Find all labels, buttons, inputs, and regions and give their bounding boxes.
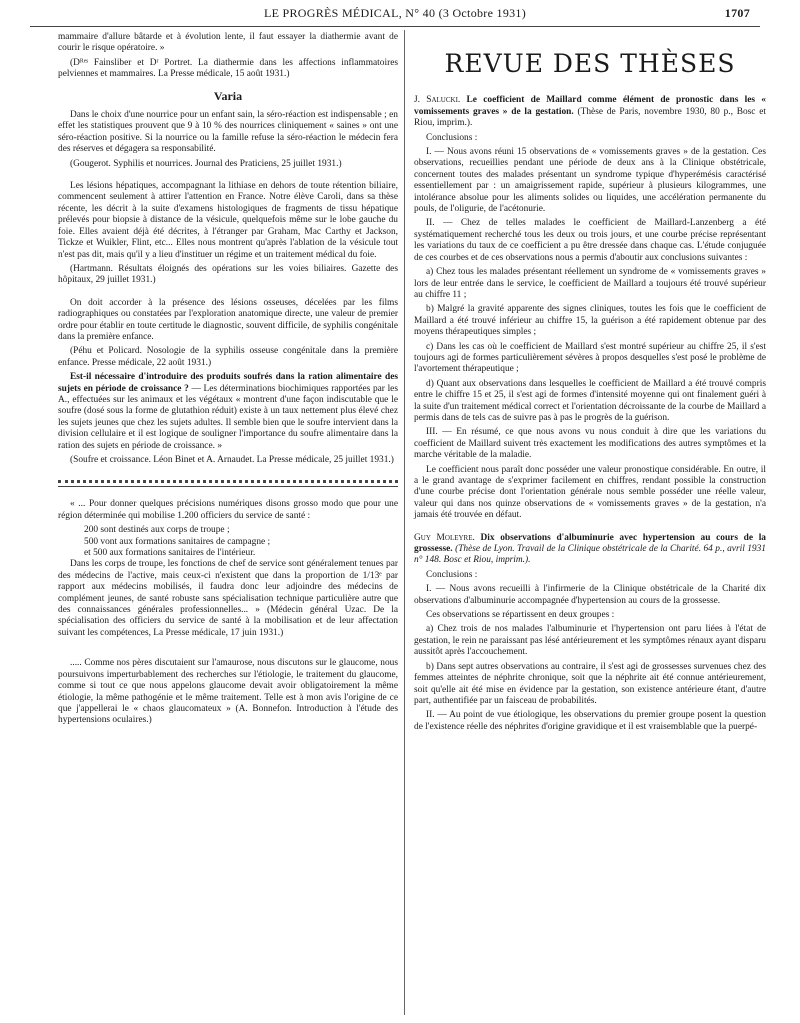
conclusions-label: Conclusions : [426,569,478,580]
thesis-title: Le coefficient de Maillard comme élément de pronostic dans les « vomissements graves » de la gestation. [414,95,766,117]
paragraph-title: Est-il nécessaire d'introduire des produits soufrés dans la ration alimentaire des sujets en période de croissance ? [58,372,398,394]
paragraph: Les lésions hépatiques, accompagnant la lithiase en dehors de toute rétention biliaire, commencent seulement à attirer l'attention en France. Notre élève Caroli, dans sa thèse récente, les décrit à la suite d'examens histologiques de fragments de tissu hépatique prélevés pour biopsie à distance de la vésicule, quelquefois même sur le lobe gauche du foie. Elles avaient déjà été décrites, à l'étranger par Graham, Mac Carthy et Jackson, Tickze et Wuikler, Flint, etc... Elles nous montrent qu'après l'ablation de la vésicule tout n'est pas dit, mais qu'il y a lieu d'instituer un régime et un traitement médical du foie. [58,181,398,260]
journal-title: LE PROGRÈS MÉDICAL, N° 40 (3 Octobre 1931) [263,6,527,20]
column-divider [404,30,405,1015]
paragraph: a) Chez tous les malades présentant réellement un syndrome de « vomissements graves » lors de leur entrée dans le service, le coefficient de Maillard a toujours été trouvé supérieur au chiffre 11 ; [414,267,766,300]
list-item: 500 vont aux formations sanitaires de campagne ; [84,536,271,547]
paragraph: I. — Nous avons réuni 15 observations de « vomissements graves » de la gestation. Ces observations, recueillies pendant une période de deux ans à la Clinique obstétricale, concernent toutes des malades présentant un syndrome typique d'hyperémésis caractérisé essentiellement par : un amaigrissement rapide, supérieur à plusieurs kilogrammes, une intolérance absolue pour les aliments solides ou liquides, une accélération permanente du pouls, de l'oligurie, de l'acétonurie. [414,147,766,215]
section-heading-varia: Varia [213,88,243,103]
citation: (Hartmann. Résultats éloignés des opérations sur les voies biliaires. Gazette des hôpitaux, 29 juillet 1931.) [58,263,398,286]
paragraph: c) Dans les cas où le coefficient de Maillard s'est montré supérieur au chiffre 25, il s'est toujours agi de formes particulièrement sévères à propos desquelles s'est posé le problème de l'avortement thérapeutique ; [414,341,766,375]
thesis-entry [414,95,766,129]
paragraph: ..... Comme nos pères discutaient sur l'amaurose, nous discutons sur le glaucome, nous poursuivons imperturbablement des recherches sur l'étiologie, le traitement du glaucome, comme si tout ce que nous appelons glaucome devait avoir obligatoirement la même étiologie, la même pathogénie et le même traitement. Telle est à mon avis l'origine de ce que j'appellerai le « chaos glaucomateux » (A. Bonnefon. Introduction à l'étude des hypertensions oculaires.) [58,658,398,726]
ornamental-divider [58,480,398,487]
paragraph: Le coefficient nous paraît donc posséder une valeur pronostique considérable. En outre, il a le grand avantage de s'exprimer facilement en chiffres, rendant possible la construction d'une courbe précise dont l'orientation générale nous semble posséder une réelle valeur, valeur qui dans nos quinze observations de « vomissements graves » de la gestation, n'a jamais été trouvée en défaut. [414,464,766,521]
conclusions-label: Conclusions : [426,132,478,143]
quote-paragraph: « ... Pour donner quelques précisions numériques disons grosso modo que pour une région déterminée qui mobilise 1.200 officiers du service de santé : [58,499,398,521]
paragraph: II. — Chez de telles malades le coefficient de Maillard-Lanzenberg a été systématiquement recherché tous les deux ou trois jours, et une courbe précise représentant les variations du taux de ce coefficient a pu être dressée dans chaque cas. L'étude conjuguée de ces courbes et de ces observations nous a permis d'aboutir aux conclusions suivantes : [414,218,766,263]
running-header [40,6,750,24]
paragraph: Ces observations se répartissent en deux groupes : [426,610,615,621]
paragraph: mammaire d'allure bâtarde et à évolution lente, il faut essayer la diathermie avant de courir le risque opératoire. » [58,32,398,54]
paragraph: d) Quant aux observations dans lesquelles le coefficient de Maillard a été trouvé compris entre le chiffre 15 et 25, il s'est agi de formes d'intensité moyenne qui ont finalement guéri à la suite d'un traitement médical correct et l'orientation décroissante de la courbe de Maillard a permis dans de tels cas de suivre pas à pas le progrès de la guérison. [414,378,766,423]
citation: (Dᴿᵉˢ Fainsliber et Dʳ Portret. La diathermie dans les affections inflammatoires pelviennes et mammaires. La Presse médicale, 15 août 1931.) [58,57,398,80]
paragraph: a) Chez trois de nos malades l'albuminurie et l'hypertension ont paru liées à l'état de gestation, le rein ne paraissant pas lésé antérieurement et les symptômes rénaux ayant disparu aussitôt après l'accouchement. [414,624,766,658]
paragraph: Dans le choix d'une nourrice pour un enfant sain, la séro-réaction est indispensable ; en effet les statistiques prouvent que 9 à 10 % des nourrices cliniquement « saines » ont une séro-réaction positive. Si la nourrice ou la famille refuse la séro-réaction le médecin fera des réserves et dégagera sa responsabilité. [58,110,398,155]
list-item: et 500 aux formations sanitaires de l'intérieur. [84,548,256,559]
list-item: 200 sont destinés aux corps de troupe ; [84,525,230,536]
section-title-revue-des-theses: REVUE DES THÈSES [444,49,736,78]
citation: (Péhu et Policard. Nosologie de la syphilis osseuse congénitale dans la première enfance. Presse médicale, 22 août 1931.) [58,346,398,368]
paragraph: Dans les corps de troupe, les fonctions de chef de service sont généralement tenues par des médecins de l'active, mais ceux-ci n'existent que dans la proportion de 1/13ᵉ par rapport aux médecins mobilisés, il faudra donc leur adjoindre des médecins de complément jeunes, de santé robuste sans spécialisation technique particulière autre que des connaissances générales professionnelles... » (Médecin général Uzac. De la spécialisation des officiers du service de santé à la mobilisation et de leur affectation suivant les compétences, La Presse médicale, 17 juin 1931.) [58,559,398,638]
paragraph: II. — Au point de vue étiologique, les observations du premier groupe posent la question de l'existence réelle des néphrites d'origine gravidique et il est vraisemblable que la puerpé- [414,710,766,732]
thesis-reference: (Thèse de Paris, novembre 1930, 80 p., Bosc et Riou, imprim.). [414,106,767,129]
paragraph: b) Malgré la gravité apparente des signes cliniques, toutes les fois que le coefficient de Maillard a été trouvé inférieur au chiffre 15, la guérison a été rapidement obtenue par des moyens thérapeutiques simples ; [414,304,766,338]
header-rule [30,26,760,27]
paragraph-body: — Les déterminations biochimiques rapportées par les A., effectuées sur les animaux et les végétaux « montrent d'une façon indiscutable que le soufre (dosé sous la forme de glutathion réduit) existe à un taux nettement plus élevé chez les sujets jeunes que chez les sujets adultes. Il semble bien que le soufre intervient dans la division cellulaire et il est logique de souligner l'importance du soufre alimentaire dans la ration des sujets en période de croissance. » [58,383,398,451]
citation: (Soufre et croissance. Léon Binet et A. Arnaudet. La Presse médicale, 25 juillet 1931.) [70,455,394,465]
right-column [414,32,766,736]
paragraph: I. — Nous avons recueilli à l'infirmerie de la Clinique obstétricale de la Charité dix observations d'albuminurie accompagnée d'hypertension au cours de la grossesse. [414,584,766,606]
paragraph: On doit accorder à la présence des lésions osseuses, décelées par les films radiographiques ou constatées par l'exploration anatomique directe, une valeur de premier ordre pour établir en toute certitude le diagnostic, souvent difficile, de syphilis congénitale dans la première enfance. [58,297,398,342]
paragraph: III. — En résumé, ce que nous avons vu nous conduit à dire que les variations du coefficient de Maillard suivent très exactement les modifications des autres symptômes et la marche véritable de la maladie. [414,427,766,461]
thesis-entry [414,533,766,567]
paragraph: b) Dans sept autres observations au contraire, il s'est agi de grossesses survenues chez des femmes atteintes de néphrite chronique, soit que la néphrite ait été connue antérieurement, soit qu'elle ait été mise en évidence par la gestation, son existence antérieure étant, d'autre part, authentifiée par un faisceau de probabilités. [414,661,766,706]
citation: (Gougerot. Syphilis et nourrices. Journal des Praticiens, 25 juillet 1931.) [70,158,342,169]
left-column [58,32,398,730]
thesis-author: J. Salucki. [414,95,461,106]
paragraph [58,372,398,452]
thesis-title: Dix observations d'albuminurie avec hypertension au cours de la grossesse. [414,532,766,555]
quote-list [58,525,398,559]
thesis-author: Guy Moleyre. [414,532,475,543]
thesis-reference: (Thèse de Lyon. Travail de la Clinique obstétricale de la Charité. 64 p., avril 1931 n° 148. Bosc et Riou, imprim.). [414,544,766,566]
page-number: 1707 [724,6,750,20]
